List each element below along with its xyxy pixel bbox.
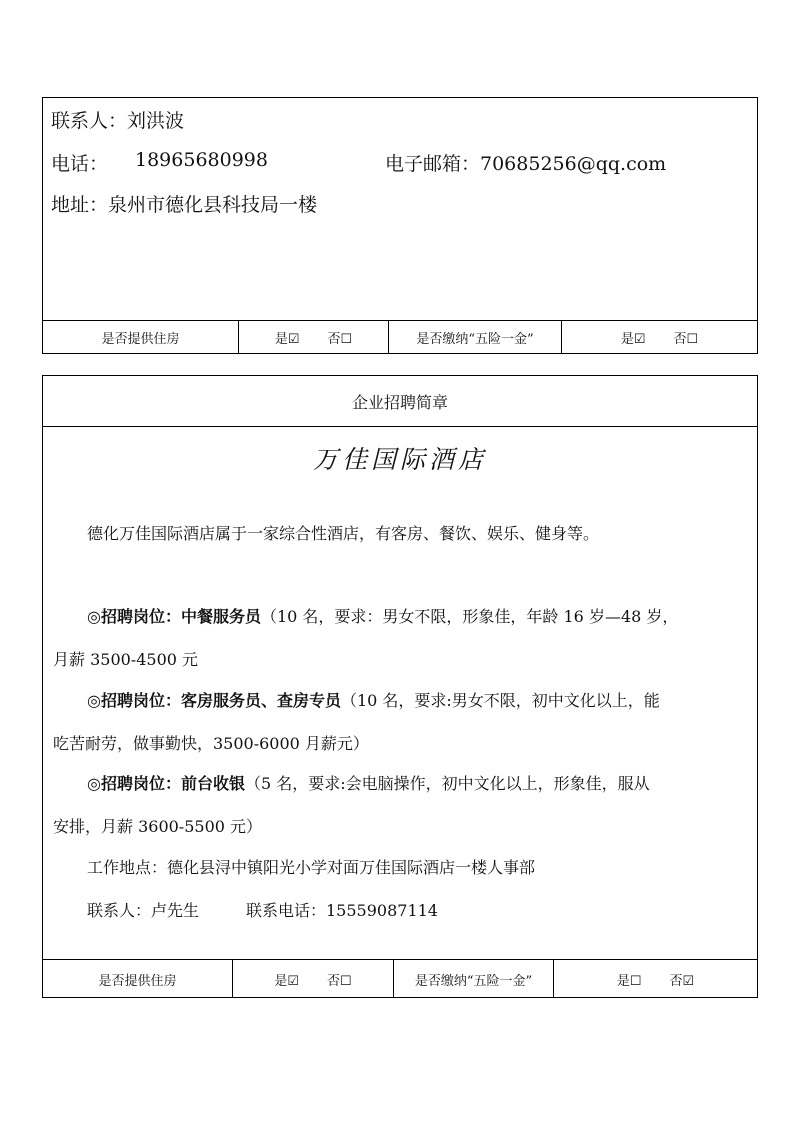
insurance-yes-checkbox[interactable]: 是☐ — [616, 973, 642, 989]
position-detail-cont: 吃苦耐劳，做事勤快，3500-6000 月薪元） — [53, 734, 369, 753]
insurance-no-checkbox[interactable]: 否☐ — [673, 332, 699, 347]
phone-value: 18965680998 — [135, 149, 268, 171]
housing-no-checkbox[interactable]: 否☐ — [327, 973, 352, 989]
insurance-label: 是否缴纳“五险一金” — [389, 321, 562, 354]
recruit-footer-table — [43, 959, 757, 998]
position-item — [87, 688, 660, 711]
recruit-contact-person: 联系人：卢先生 — [87, 901, 200, 920]
recruit-contact-phone: 联系电话：15559087114 — [246, 901, 438, 920]
recruitment-box — [42, 375, 758, 998]
position-label: ◎招聘岗位：前台收银 — [87, 774, 245, 793]
position-detail: （5 名，要求:会电脑操作，初中文化以上，形象佳，服从 — [244, 774, 650, 793]
position-detail: （10 名，要求：男女不限，形象佳，年龄 16 岁—48 岁， — [260, 607, 679, 626]
email: 电子邮箱：70685256@qq.com — [385, 153, 667, 175]
insurance-no-checkbox[interactable]: 否☑ — [669, 973, 695, 989]
housing-label: 是否提供住房 — [43, 960, 233, 998]
housing-yes-checkbox[interactable]: 是☑ — [274, 973, 299, 989]
insurance-options — [562, 321, 757, 354]
hotel-name-title: 万佳国际酒店 — [312, 445, 487, 474]
insurance-label: 是否缴纳“五险一金” — [394, 960, 554, 998]
housing-yes-checkbox[interactable]: 是☑ — [274, 332, 300, 347]
housing-label: 是否提供住房 — [43, 321, 239, 354]
hotel-intro: 德化万佳国际酒店属于一家综合性酒店，有客房、餐饮、娱乐、健身等。 — [87, 524, 600, 543]
contact-footer-table — [43, 320, 757, 354]
position-detail-cont: 月薪 3500-4500 元 — [53, 650, 199, 669]
position-label: ◎招聘岗位：中餐服务员 — [87, 607, 261, 626]
work-location: 工作地点：德化县浔中镇阳光小学对面万佳国际酒店一楼人事部 — [87, 858, 536, 877]
position-item — [87, 771, 650, 794]
position-label: ◎招聘岗位：客房服务员、查房专员 — [87, 691, 341, 710]
phone-label: 电话： — [51, 153, 109, 175]
contact-person: 联系人：刘洪波 — [51, 110, 185, 132]
recruitment-header: 企业招聘简章 — [43, 376, 757, 427]
housing-no-checkbox[interactable]: 否☐ — [327, 332, 353, 347]
insurance-yes-checkbox[interactable]: 是☑ — [620, 332, 646, 347]
position-detail: （10 名，要求:男女不限，初中文化以上，能 — [340, 691, 660, 710]
contact-info-box — [42, 97, 758, 354]
housing-options — [239, 321, 389, 354]
housing-options — [233, 960, 394, 998]
position-item — [87, 604, 678, 627]
position-detail-cont: 安排，月薪 3600-5500 元） — [53, 817, 263, 836]
insurance-options — [554, 960, 757, 998]
address: 地址：泉州市德化县科技局一楼 — [51, 194, 318, 216]
